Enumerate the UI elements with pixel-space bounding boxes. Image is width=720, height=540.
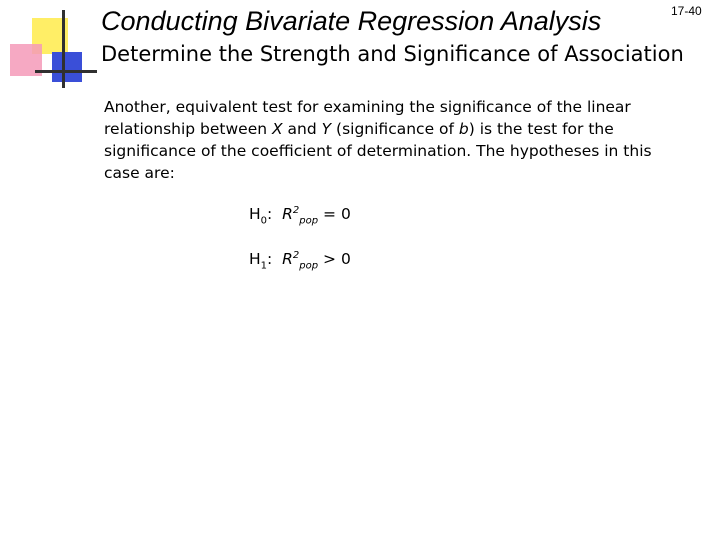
r-symbol: R [282,205,293,224]
r-power: 2 [292,205,300,216]
hypothesis-index: 1 [260,260,268,272]
page-number: 17-40 [671,4,702,18]
null-hypothesis [249,205,351,226]
hypothesis-relation: = 0 [318,205,351,224]
r-power: 2 [292,250,300,261]
vertical-line [62,10,65,88]
paragraph-text-1: Another, equivalent test for examining the significance of the linear relationship between [104,98,631,138]
hypothesis-colon: : [267,205,273,224]
variable-b: b [458,120,469,138]
paragraph-text-2: and [282,120,322,138]
variable-x: X [272,120,283,138]
hypothesis-letter: H [249,250,261,269]
variable-y: Y [321,120,332,138]
paragraph-text-4: ) is the test for the significance of the coefficient of determination. The hypotheses in this case are: [104,120,652,182]
slide-title: Conducting Bivariate Regression Analysis [101,6,602,36]
alternative-hypothesis [249,250,351,271]
horizontal-line [35,70,97,73]
hypothesis-colon: : [267,250,273,269]
r-symbol: R [282,250,293,269]
hypothesis-index: 0 [260,215,268,227]
slide-subtitle: Determine the Strength and Significance of Association [101,42,684,66]
hypothesis-letter: H [249,205,261,224]
hypothesis-relation: > 0 [318,250,351,269]
r-subscript: pop [299,260,319,272]
r-subscript: pop [299,215,319,227]
blue-square [52,52,82,82]
paragraph-text-3: (significance of [331,120,459,138]
body-paragraph [104,96,679,184]
